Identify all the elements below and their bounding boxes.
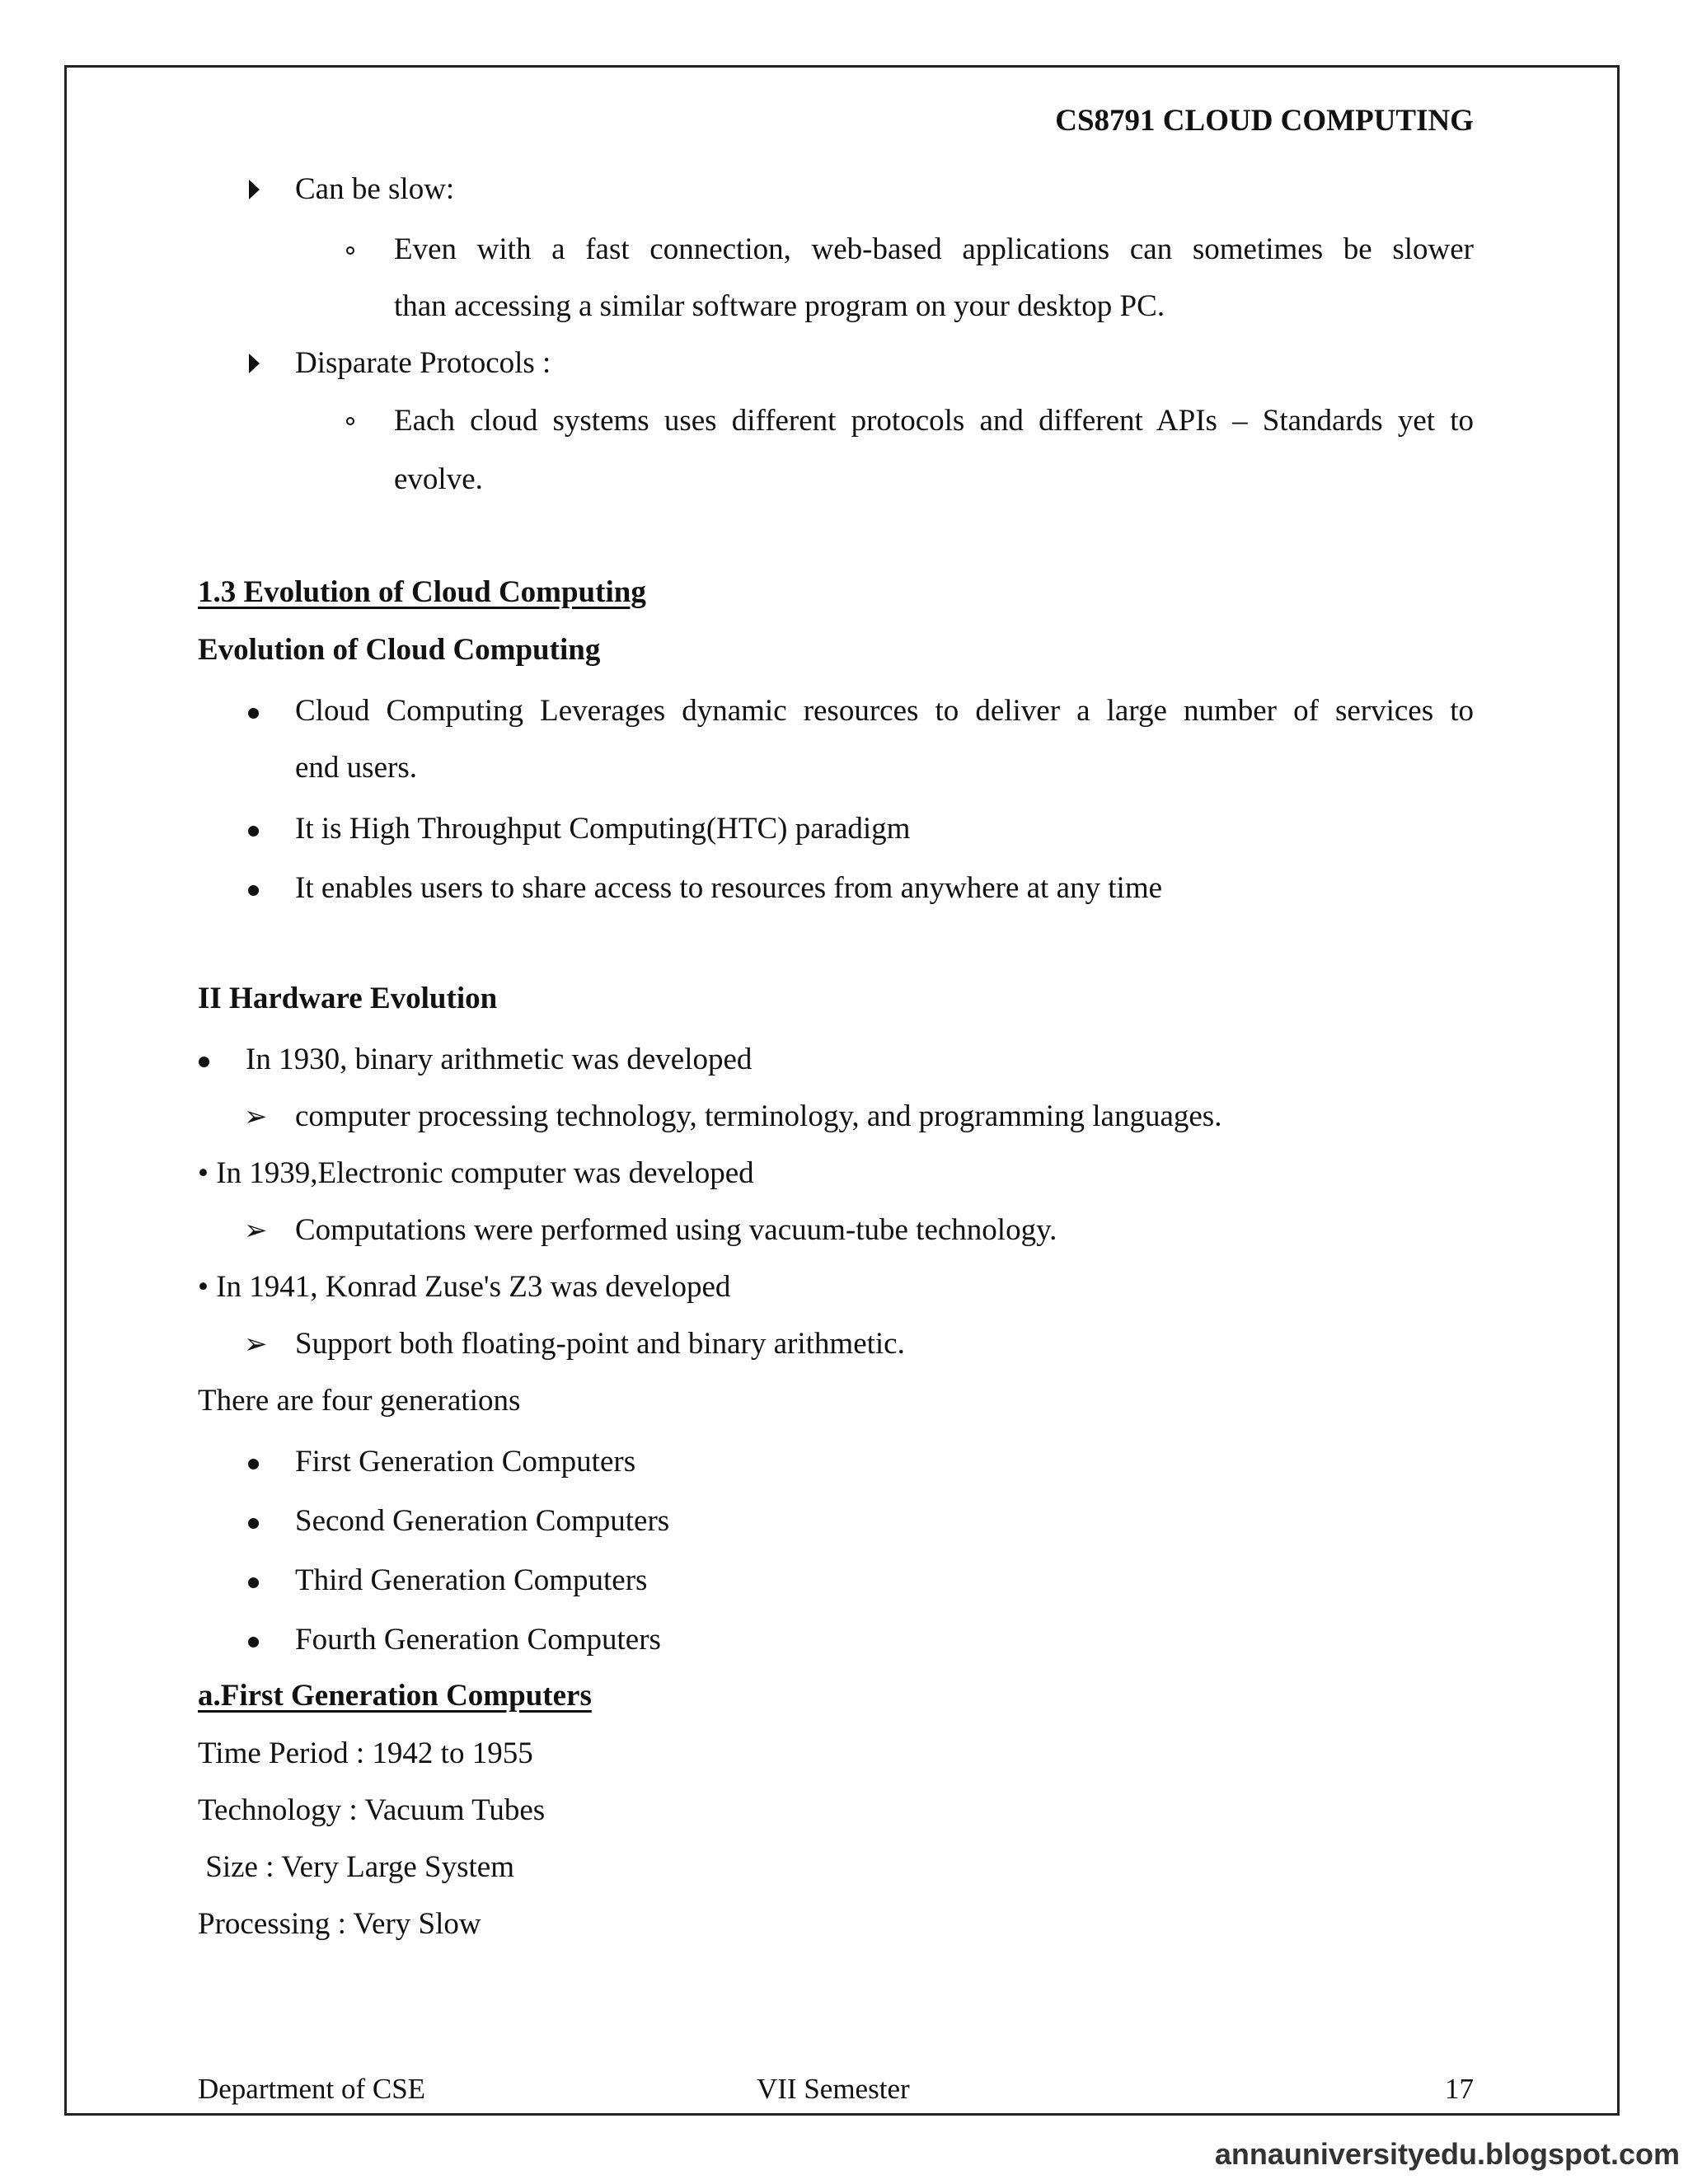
triangle-bullet-icon [249, 354, 260, 373]
evolution-bullet1-line2: end users. [295, 751, 417, 785]
generation-item: Third Generation Computers [295, 1563, 648, 1597]
technology: Technology : Vacuum Tubes [198, 1793, 546, 1827]
bullet-dot-icon [248, 1459, 259, 1469]
arrow-bullet-icon: ➢ [244, 1216, 268, 1246]
hardware-item-1930-sub: computer processing technology, terminology, and programming languages. [295, 1099, 1222, 1133]
hardware-item-1941: • In 1941, Konrad Zuse's Z3 was developed [198, 1270, 731, 1304]
hardware-item-1930: In 1930, binary arithmetic was developed [246, 1043, 753, 1076]
first-generation-heading: a.First Generation Computers [198, 1679, 592, 1713]
generation-item: Fourth Generation Computers [295, 1623, 661, 1657]
evolution-bullet1-line1: Cloud Computing Leverages dynamic resources to deliver a large number of services to [295, 694, 1474, 728]
arrow-bullet-icon: ➢ [244, 1102, 268, 1132]
arrow-bullet-icon: ➢ [244, 1329, 268, 1360]
hardware-item-1939-sub: Computations were performed using vacuum-tube technology. [295, 1213, 1057, 1247]
bullet-dot-icon [248, 1518, 259, 1529]
footer-page-number: 17 [1445, 2073, 1474, 2105]
protocols-detail-line1: Each cloud systems uses different protocols and different APIs – Standards yet to [394, 404, 1474, 438]
evolution-bullet2: It is High Throughput Computing(HTC) paradigm [295, 812, 911, 846]
list-item-disparate-protocols: Disparate Protocols : [295, 346, 551, 380]
processing: Processing : Very Slow [198, 1907, 481, 1941]
course-title: CS8791 CLOUD COMPUTING [1055, 104, 1474, 138]
bullet-dot-icon [199, 1057, 209, 1067]
generations-intro: There are four generations [198, 1384, 521, 1418]
slow-detail-line1: Even with a fast connection, web-based applications can sometimes be slower [394, 232, 1474, 266]
hardware-item-1941-sub: Support both floating-point and binary arithmetic. [295, 1327, 905, 1361]
size: Size : Very Large System [198, 1850, 514, 1884]
protocols-detail-line2: evolve. [394, 462, 483, 496]
section-subheading: Evolution of Cloud Computing [198, 633, 601, 667]
section-heading: 1.3 Evolution of Cloud Computing [198, 575, 646, 609]
time-period: Time Period : 1942 to 1955 [198, 1736, 533, 1770]
bullet-dot-icon [248, 885, 259, 896]
hollow-circle-bullet-icon [346, 246, 354, 255]
bullet-dot-icon [248, 1637, 259, 1647]
bullet-dot-icon [248, 708, 259, 719]
bullet-dot-icon [248, 826, 259, 837]
triangle-bullet-icon [249, 180, 260, 199]
generation-item: First Generation Computers [295, 1445, 636, 1479]
footer-department: Department of CSE [198, 2073, 426, 2105]
generation-item: Second Generation Computers [295, 1504, 670, 1538]
bullet-dot-icon [248, 1577, 259, 1588]
footer-semester: VII Semester [757, 2073, 910, 2105]
watermark: annauniversityedu.blogspot.com [1214, 2137, 1680, 2171]
slow-detail-line2: than accessing a similar software program on your desktop PC. [394, 289, 1165, 323]
list-item-can-be-slow: Can be slow: [295, 172, 455, 206]
hardware-item-1939: • In 1939,Electronic computer was developed [198, 1156, 754, 1190]
evolution-bullet3: It enables users to share access to resources from anywhere at any time [295, 871, 1163, 905]
hollow-circle-bullet-icon [346, 417, 354, 425]
hardware-heading: II Hardware Evolution [198, 982, 498, 1015]
